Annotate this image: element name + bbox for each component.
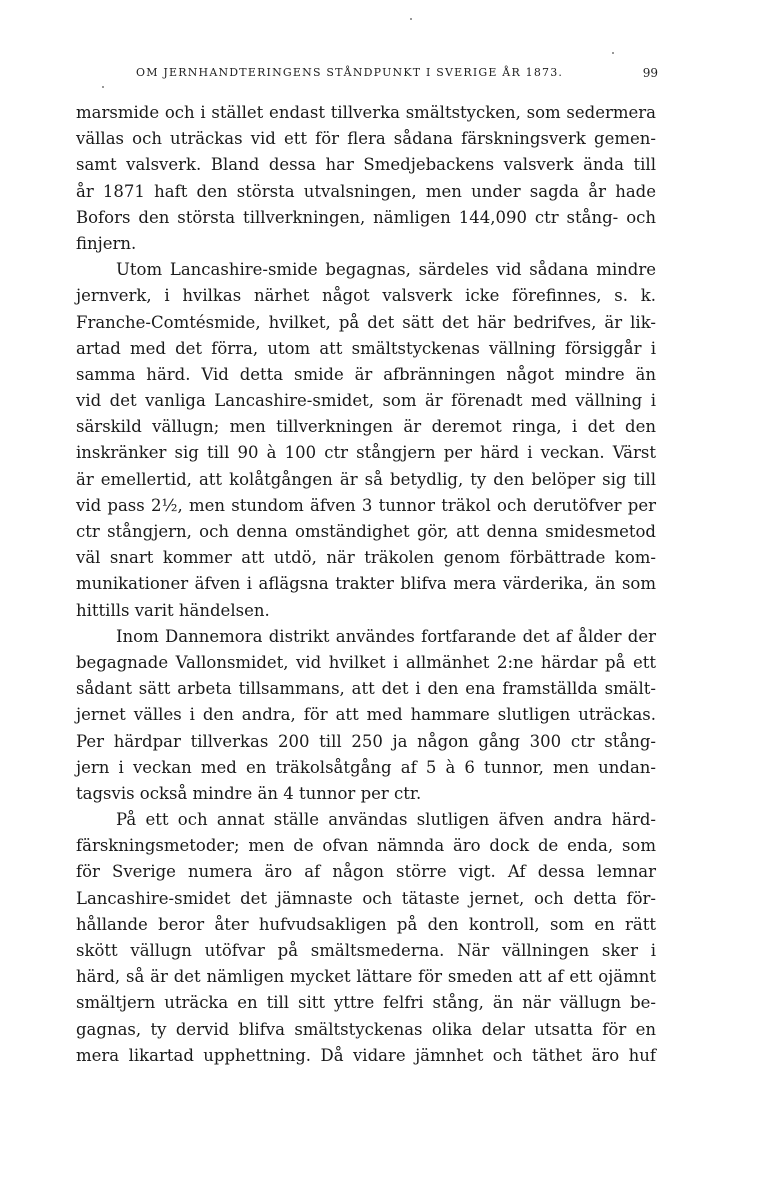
print-speck [102,86,104,88]
text-line: Bofors den största tillverkningen, nämligen 144,090 ctr stång- och [76,207,656,227]
text-line: Lancashire-smidet det jämnaste och tätaste jernet, och detta för- [76,888,656,908]
text-line: smältjern uträcka en till sitt yttre felfri stång, än när vällugn be- [76,993,656,1013]
text-line: munikationer äfven i aflägsna trakter blifva mera värderika, än som [76,574,656,594]
text-line: mera likartad upphettning. Då vidare jämnhet och täthet äro huf [76,1045,656,1065]
text-line: för Sverige numera äro af någon större vigt. Af dessa lemnar [76,862,656,882]
text-line: begagnade Vallonsmidet, vid hvilket i allmänhet 2:ne härdar på ett [76,652,656,672]
text-line: samt valsverk. Bland dessa har Smedjebackens valsverk ända till [76,155,656,175]
page-number: 99 [642,66,658,80]
text-line: inskränker sig till 90 à 100 ctr stångjern per härd i veckan. Värst [76,443,656,463]
text-line: ctr stångjern, och denna omständighet gör, att denna smidesmetod [76,522,656,541]
text-line: tagsvis också mindre än 4 tunnor per ctr. [76,783,422,803]
text-line: artad med det förra, utom att smältstyckenas vällning försiggår i [76,338,656,358]
text-line: år 1871 haft den största utvalsningen, men under sagda år hade [76,181,656,201]
text-line: särskild vällugn; men tillverkningen är deremot ringa, i det den [76,417,656,437]
print-speck [410,18,412,20]
text-line: gagnas, ty dervid blifva smältstyckenas olika delar utsatta för en [76,1019,656,1039]
text-line: hittills varit händelsen. [76,600,270,620]
text-line: vällas och uträckas vid ett för flera sådana färskningsverk gemen- [76,129,656,149]
running-header [136,66,658,84]
text-line: skött vällugn utöfvar på smältsmederna. När vällningen sker i [76,941,656,960]
text-line: Per härdpar tillverkas 200 till 250 ja någon gång 300 ctr stång- [76,731,656,751]
text-line: finjern. [76,233,137,253]
text-line: sådant sätt arbeta tillsammans, att det i den ena framställda smält- [76,679,656,699]
text-line: Franche-Comtésmide, hvilket, på det sätt det här bedrifves, är lik- [76,312,656,332]
text-line: färskningsmetoder; men de ofvan nämnda äro dock de enda, som [76,836,656,856]
text-line: vid pass 2½, men stundom äfven 3 tunnor träkol och derutöfver per [76,495,656,515]
text-line: är emellertid, att kolåtgången är så betydlig, ty den belöper sig till [76,469,656,489]
text-line: jernverk, i hvilkas närhet något valsverk icke förefinnes, s. k. [76,286,656,306]
text-line: vid det vanliga Lancashire-smidet, som är förenadt med vällning i [76,391,656,411]
text-line: marsmide och i stället endast tillverka smältstycken, som sedermera [76,103,656,122]
paragraph-first-line: Inom Dannemora distrikt användes fortfarande det af ålder der [116,626,656,646]
text-line: väl snart kommer att utdö, när träkolen genom förbättrade kom- [76,548,656,568]
text-line: härd, så är det nämligen mycket lättare för smeden att af ett ojämnt [76,967,656,987]
text-line: hållande beror åter hufvudsakligen på den kontroll, som en rätt [76,914,656,934]
text-line: samma härd. Vid detta smide är afbränningen något mindre än [76,364,656,384]
text-line: jernet välles i den andra, för att med hammare slutligen uträckas. [76,705,656,725]
text-line: jern i veckan med en träkolsåtgång af 5 à 6 tunnor, men undan- [76,757,656,777]
print-speck [612,52,614,54]
running-title: OM JERNHANDTERINGENS STÅNDPUNKT I SVERIGE ÅR 1873. [136,66,564,79]
paragraph-first-line: På ett och annat ställe användas slutligen äfven andra härd- [116,810,656,830]
paragraph-first-line: Utom Lancashire-smide begagnas, särdeles vid sådana mindre [116,260,656,280]
body-text [76,100,656,1069]
